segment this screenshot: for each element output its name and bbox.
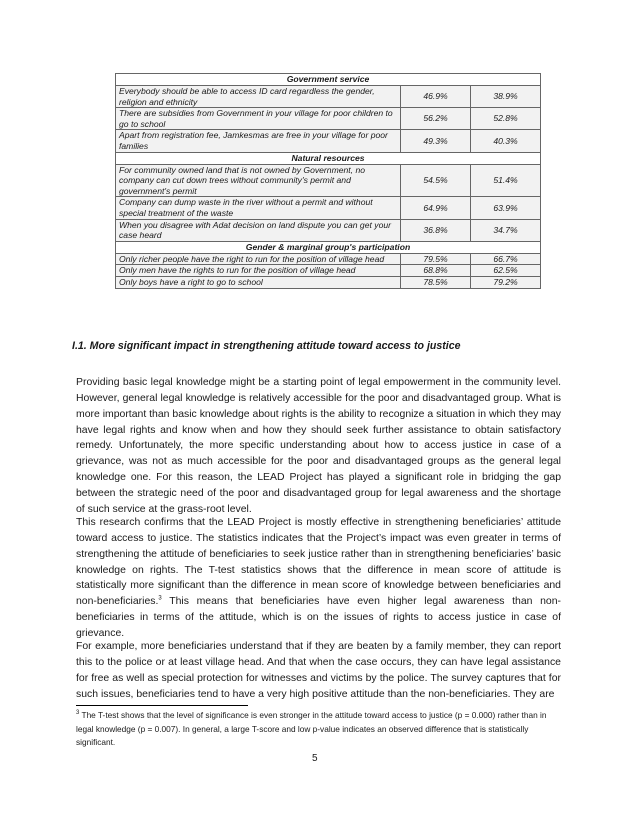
table-row: [116, 265, 541, 277]
table-row: [116, 86, 541, 108]
beneficiary-value: 78.5%: [401, 276, 471, 288]
beneficiary-value: 68.8%: [401, 265, 471, 277]
table-section-header: [116, 152, 541, 164]
table-row: [116, 219, 541, 241]
beneficiary-value: 54.5%: [401, 164, 471, 197]
paragraph-example: For example, more beneficiaries understand that if they are beaten by a family member, they can report this to the police or at least village head. And that when the case occurs, they can have legal assistance for free as well as special protection for witnesses and victims by the police. The survey captures that for such issues, beneficiaries tend to have a very high positive attitude than the non-beneficiaries. They are: [76, 641, 561, 700]
footnote-divider: [76, 705, 248, 706]
section-heading: I.1. More significant impact in strengthening attitude toward access to justice: [72, 340, 461, 352]
statement-cell: Everybody should be able to access ID card regardless the gender, religion and ethnicity: [116, 86, 401, 108]
statement-cell: Apart from registration fee, Jamkesmas are free in your village for poor families: [116, 130, 401, 152]
paragraph-lead-project-effect: [76, 515, 561, 642]
survey-results-table: [115, 73, 541, 289]
beneficiary-value: 64.9%: [401, 197, 471, 219]
table-section-header: [116, 241, 541, 253]
statement-cell: For community owned land that is not owned by Government, no company can cut down trees without community's permit and government's permit: [116, 164, 401, 197]
statement-cell: Company can dump waste in the river without a permit and without special treatment of the waste: [116, 197, 401, 219]
section-title: Gender & marginal group's participation: [116, 241, 541, 253]
non-beneficiary-value: 40.3%: [471, 130, 541, 152]
paragraph-legal-knowledge: Providing basic legal knowledge might be a starting point of legal empowerment in the community level. However, general legal knowledge is relatively accessible for the poor and disadvantaged group. What is more important than basic knowledge about rights is the ability to recognize a situation in which they may have legal rights and know when and how they should seek further assistance to obtain satisfactory remedy. Unfortunately, the more specific understanding about how to access justice in case of a grievance, was not as much accessible for the poor and disadvantaged groups as the general legal knowledge one. For this reason, the LEAD Project has played a significant role in bridging the gap between the strategic need of the poor and disadvantaged group for legal awareness and the shortage of such service at the grass-root level.: [76, 377, 561, 515]
non-beneficiary-value: 51.4%: [471, 164, 541, 197]
non-beneficiary-value: 62.5%: [471, 265, 541, 277]
paragraph-text: This research confirms that the LEAD Project is mostly effective in strengthening beneficiaries’ attitude toward access to justice. The statistics indicates that the Project’s impact was even greater in terms of strengthening the attitude of beneficiaries to seek justice rather than in strengthening beneficiaries’ basic knowledge on rights. The T-test statistics shows that the difference in mean score of attitude is statistically more significant than the difference in mean score of knowledge between beneficiaries and non-beneficiaries.: [76, 517, 561, 608]
beneficiary-value: 36.8%: [401, 219, 471, 241]
non-beneficiary-value: 38.9%: [471, 86, 541, 108]
statement-cell: Only richer people have the right to run for the position of village head: [116, 253, 401, 265]
table-row: [116, 108, 541, 130]
non-beneficiary-value: 79.2%: [471, 276, 541, 288]
footnote-marker: 3: [76, 710, 80, 717]
beneficiary-value: 46.9%: [401, 86, 471, 108]
statement-cell: There are subsidies from Government in your village for poor children to go to school: [116, 108, 401, 130]
statement-cell: Only men have the rights to run for the position of village head: [116, 265, 401, 277]
footnote: [76, 709, 561, 750]
table-row: [116, 253, 541, 265]
paragraph-text: This means that beneficiaries have even higher legal awareness than non-beneficiaries in terms of the attitude, which is on the issues of rights to access justice in case of grievance.: [76, 596, 561, 639]
non-beneficiary-value: 63.9%: [471, 197, 541, 219]
table-row: [116, 130, 541, 152]
non-beneficiary-value: 34.7%: [471, 219, 541, 241]
statement-cell: Only boys have a right to go to school: [116, 276, 401, 288]
beneficiary-value: 56.2%: [401, 108, 471, 130]
non-beneficiary-value: 66.7%: [471, 253, 541, 265]
non-beneficiary-value: 52.8%: [471, 108, 541, 130]
section-title: Government service: [116, 74, 541, 86]
section-title: Natural resources: [116, 152, 541, 164]
beneficiary-value: 79.5%: [401, 253, 471, 265]
table-row: [116, 197, 541, 219]
table-row: [116, 276, 541, 288]
page-number: 5: [312, 753, 318, 764]
statement-cell: When you disagree with Adat decision on land dispute you can get your case heard: [116, 219, 401, 241]
footnote-text: The T-test shows that the level of significance is even stronger in the attitude toward access to justice (p = 0.000) rather than in legal knowledge (p = 0.007). In general, a large T-score and low p-value indicates an observed difference that is statistically significant.: [76, 710, 547, 748]
table-row: [116, 164, 541, 197]
footnote-reference[interactable]: 3: [158, 595, 162, 602]
table-section-header: [116, 74, 541, 86]
beneficiary-value: 49.3%: [401, 130, 471, 152]
